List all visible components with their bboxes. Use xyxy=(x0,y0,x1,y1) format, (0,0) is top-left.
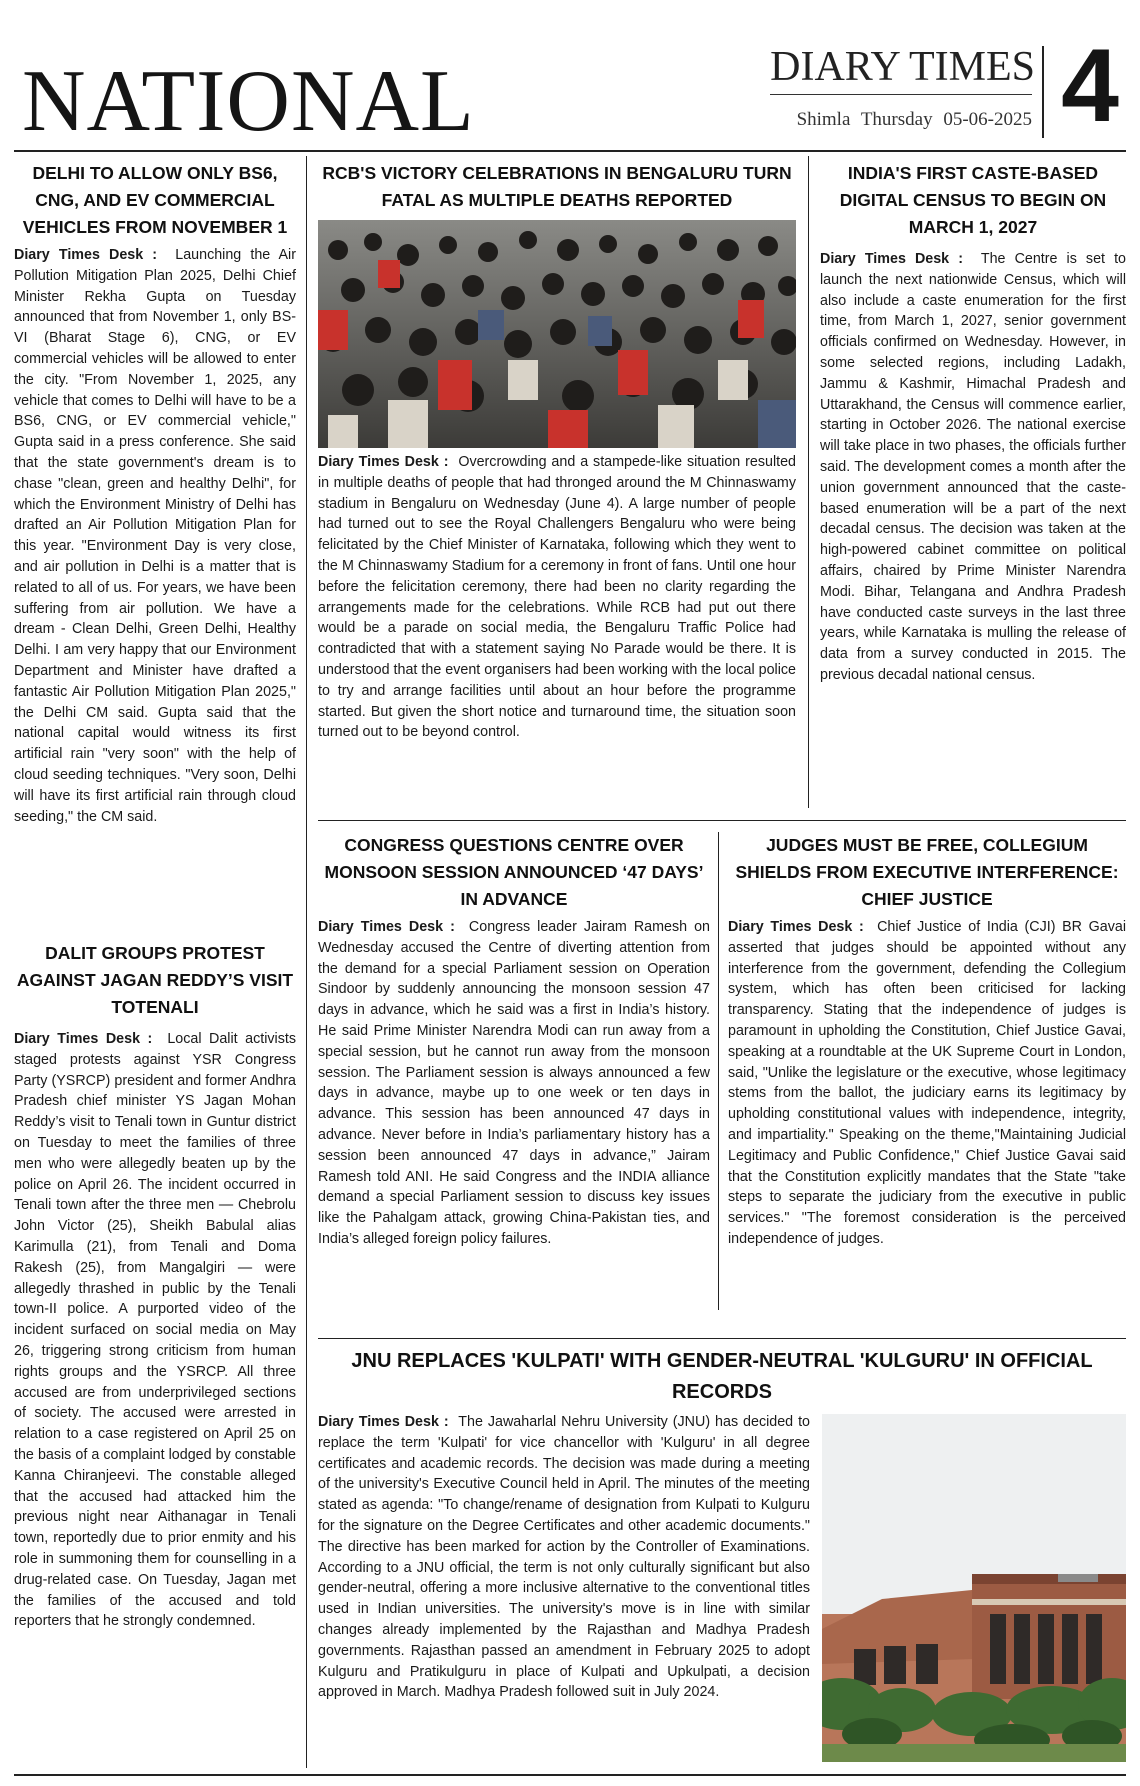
dateline-day: Thursday xyxy=(860,109,933,130)
article-census xyxy=(820,160,1126,686)
dateline-city: Shimla xyxy=(796,109,851,130)
column-rule-right-top xyxy=(808,156,809,808)
body-judges xyxy=(728,917,1126,1250)
headline-congress: CONGRESS QUESTIONS CENTRE OVER MONSOON SESSION ANNOUNCED ‘47 DAYS’ IN ADVANCE xyxy=(324,835,704,909)
article-judges xyxy=(728,832,1126,1250)
body-text-congress: Congress leader Jairam Ramesh on Wednesday accused the Centre of diverting attention from the demand for a special Parliament session on Operation Sindoor by suddenly announcing the monsoon session 47 days in advance, which he said was a first in India’s history. He said Prime Minister Narendra Modi can run away from a special session, but he cannot run away from the monsoon session. The Parliament session is always announced a few days in advance, maybe up to one week or ten days in advance. This session has been announced 47 days in advance. Never before in India’s parliamentary history has a session been announced 47 days in advance,” Jairam Ramesh told ANI. He said Congress and the INDIA alliance demand a special Parliament session to discuss key issues like the Pahalgam attack, growing China-Pakistan ties, and India’s alleged foreign policy failures. xyxy=(318,919,710,1247)
byline-congress: Diary Times Desk : xyxy=(318,919,455,935)
dateline xyxy=(720,109,1032,131)
university-building-photo xyxy=(822,1414,1126,1762)
body-text-jnu: The Jawaharlal Nehru University (JNU) has decided to replace the term 'Kulpati' for vice chancellor with 'Kulguru' in all degree certificates and academic records. The decision was made during a meeting of the university's Executive Council held in April. The minutes of the meeting stated as agenda: "To change/rename of designation from Kulpati to Kulguru for the signature on the Degree Certificates and other academic documents." The directive has been marked for action by the Controller of Examinations. According to a JNU official, the term is not only culturally significant but also gender-neutral, offering a more inclusive alternative to the conventional titles used in Indian universities. The university's move is in line with similar changes already implemented by the Rajasthan and Madhya Pradesh governments. Rajasthan passed an amendment in February 2025 to adopt Kulguru and Pratikulguru in place of Kulpati and Upkulpati, a decision approved in March. Madhya Pradesh followed suit in July 2024. xyxy=(318,1414,811,1701)
headline-jnu: JNU REPLACES 'KULPATI' WITH GENDER-NEUTRAL 'KULGURU' IN OFFICIAL RECORDS xyxy=(351,1350,1093,1403)
masthead-rule xyxy=(770,94,1032,95)
body-text-rcb: Overcrowding and a stampede-like situation resulted in multiple deaths of people that had thronged around the M Chinnaswamy stadium in Bengaluru on Wednesday (June 4). A large number of people had turned out to see the Royal Challengers Bengaluru who were being felicitated by the Chief Minister of Karnataka, following which they went to the M Chinnaswamy Stadium for a ceremony in front of fans. Until one hour before the felicitation ceremony, there had been no clarity regarding the arrangements made for the celebrations. While RCB had put out there would be a parade on social media, the Bengaluru Traffic Police had contradicted that with a statement saying No Parade would be there. It is understood that the event organisers had been working with the local police to try and arrange facilities until about an hour before the programme started. But given the short notice and turnaround time, the situation soon turned out to be beyond control. xyxy=(318,454,796,741)
headline-delhi: DELHI TO ALLOW ONLY BS6, CNG, AND EV COMMERCIAL VEHICLES FROM NOVEMBER 1 xyxy=(22,163,288,237)
headline-judges: JUDGES MUST BE FREE, COLLEGIUM SHIELDS FROM EXECUTIVE INTERFERENCE: CHIEF JUSTICE xyxy=(735,835,1119,909)
body-rcb xyxy=(318,452,796,743)
byline-rcb: Diary Times Desk : xyxy=(318,454,449,470)
byline-census: Diary Times Desk : xyxy=(820,251,963,267)
column-rule-left xyxy=(306,156,307,1768)
article-jnu-body-wrap xyxy=(318,1412,810,1703)
byline-judges: Diary Times Desk : xyxy=(728,919,864,935)
body-census xyxy=(820,249,1126,686)
article-dalit xyxy=(14,940,296,1632)
body-text-census: The Centre is set to launch the next nationwide Census, which will also include a caste enumeration for the first time, from March 1, 2027, senior government officials confirmed on Wednesday. However, in some selected regions, including Ladakh, Jammu & Kashmir, Himachal Pradesh and Uttarakhand, the Census will commence earlier, starting in October 2026. The national exercise will take place in two phases, the officials further said. The development comes a month after the union government announced that the caste-based enumeration will be a part of the next decadal census. The decision was taken at the high-powered cabinet committee on political affairs, chaired by Prime Minister Narendra Modi. Bihar, Telangana and Andhra Pradesh have conducted caste surveys in the last three years, while Karnataka is mulling the release of data from a survey conducted in 2015. The previous decadal national census. xyxy=(820,251,1126,683)
section-title: NATIONAL xyxy=(22,53,475,150)
byline-jnu: Diary Times Desk : xyxy=(318,1414,449,1430)
body-text-delhi: Launching the Air Pollution Mitigation Plan 2025, Delhi Chief Minister Rekha Gupta on Tuesday announced that from November 1, only BS-VI (Bharat Stage 6), CNG, or EV commercial vehicles will be allowed to enter the city. "From November 1, 2025, any vehicle that comes to Delhi will have to be a BS6, CNG, or EV commercial vehicle," Gupta said in a press conference. She said that the state government's dream is to chase "clean, green and healthy Delhi", for which the Environment Ministry of Delhi has drafted an Air Pollution Mitigation Plan for this year. "Environment Day is very close, and air pollution in Delhi is a matter that is related to all of us. For years, we have been suffering from air pollution. We have a dream - Clean Delhi, Green Delhi, Healthy Delhi. I am very happy that our Environment Department and Minister have drafted a fantastic Air Pollution Mitigation Plan 2025," the Delhi CM said. Gupta said that the national capital would witness its first artificial rain "very soon" with the help of cloud seeding techniques. "Very soon, Delhi will have its first artificial rain through cloud seeding," the CM said. xyxy=(14,247,296,825)
newspaper-name: DIARY TIMES xyxy=(770,44,1035,90)
body-congress xyxy=(318,917,710,1250)
page-number-separator xyxy=(1042,46,1044,138)
section-rule-bottom xyxy=(318,1338,1126,1339)
crowd-photo xyxy=(318,220,796,448)
article-congress xyxy=(318,832,710,1250)
header-rule xyxy=(14,150,1126,152)
byline-delhi: Diary Times Desk : xyxy=(14,247,158,263)
headline-census: INDIA'S FIRST CASTE-BASED DIGITAL CENSUS TO BEGIN ON MARCH 1, 2027 xyxy=(839,163,1107,237)
byline-dalit: Diary Times Desk : xyxy=(14,1031,153,1047)
headline-dalit: DALIT GROUPS PROTEST AGAINST JAGAN REDDY’S VISIT TOTENALI xyxy=(16,943,294,1017)
article-delhi xyxy=(14,160,296,827)
body-delhi xyxy=(14,245,296,827)
dateline-date: 05-06-2025 xyxy=(943,109,1032,130)
body-text-dalit: Local Dalit activists staged protests against YSR Congress Party (YSRCP) president and former Andhra Pradesh chief minister YS Jagan Mohan Reddy’s visit to Tenali town in Guntur district on Tuesday to meet the families of three men who were allegedly beaten up by the police on April 26. The incident occurred in Tenali town after the three men — Chebrolu John Victor (25), Sheikh Babulal alias Karimulla (21), from Tenali and Doma Rakesh (25), from Mangalgiri — were allegedly thrashed in public by the Tenali town-II police. A purported video of the incident surfaced on social media on May 26, triggering strong criticism from human rights groups and the YSRCP. All three accused are from underprivileged sections of society. The accused were arrested in relation to a case registered on April 25 on the basis of a complaint lodged by constable Kanna Chiranjeevi. The constable alleged that the accused had attacked him the previous night near Aithanagar in Tenali town, reportedly due to prior enmity and his role in summoning them for counselling in a drug-related case. On Tuesday, Jagan met the families of the accused and told reporters that he strongly condemned. xyxy=(14,1031,296,1630)
body-dalit xyxy=(14,1029,296,1632)
crowd-photo-graphic xyxy=(318,220,796,448)
headline-rcb: RCB'S VICTORY CELEBRATIONS IN BENGALURU TURN FATAL AS MULTIPLE DEATHS REPORTED xyxy=(322,163,792,210)
footer-rule xyxy=(14,1774,1126,1776)
article-rcb xyxy=(318,160,796,743)
column-rule-middle xyxy=(718,832,719,1310)
page-number: 4 xyxy=(1061,28,1119,144)
section-rule-middle xyxy=(318,820,1126,821)
university-building-graphic xyxy=(822,1414,1126,1762)
body-jnu xyxy=(318,1412,810,1703)
body-text-judges: Chief Justice of India (CJI) BR Gavai asserted that judges should be appointed without any interference from the government, defending the Collegium system, which has often been criticised for lacking transparency. Stating that the independence of judges is paramount in upholding the Constitution, Chief Justice Gavai, speaking at a roundtable at the UK Supreme Court in London, said, "Unlike the legislature or the executive, whose legitimacy stems from the ballot, the judiciary earns its legitimacy by upholding constitutional values with independence, integrity, and impartiality." Speaking on the theme,"Maintaining Judicial Legitimacy and Public Confidence," Chief Justice Gavai said that the Constitution explicitly mandates that the State "take steps to separate the judiciary from the executive in public services." "The foremost consideration is the perceived independence of judges. xyxy=(728,919,1127,1247)
article-jnu xyxy=(318,1346,1126,1408)
